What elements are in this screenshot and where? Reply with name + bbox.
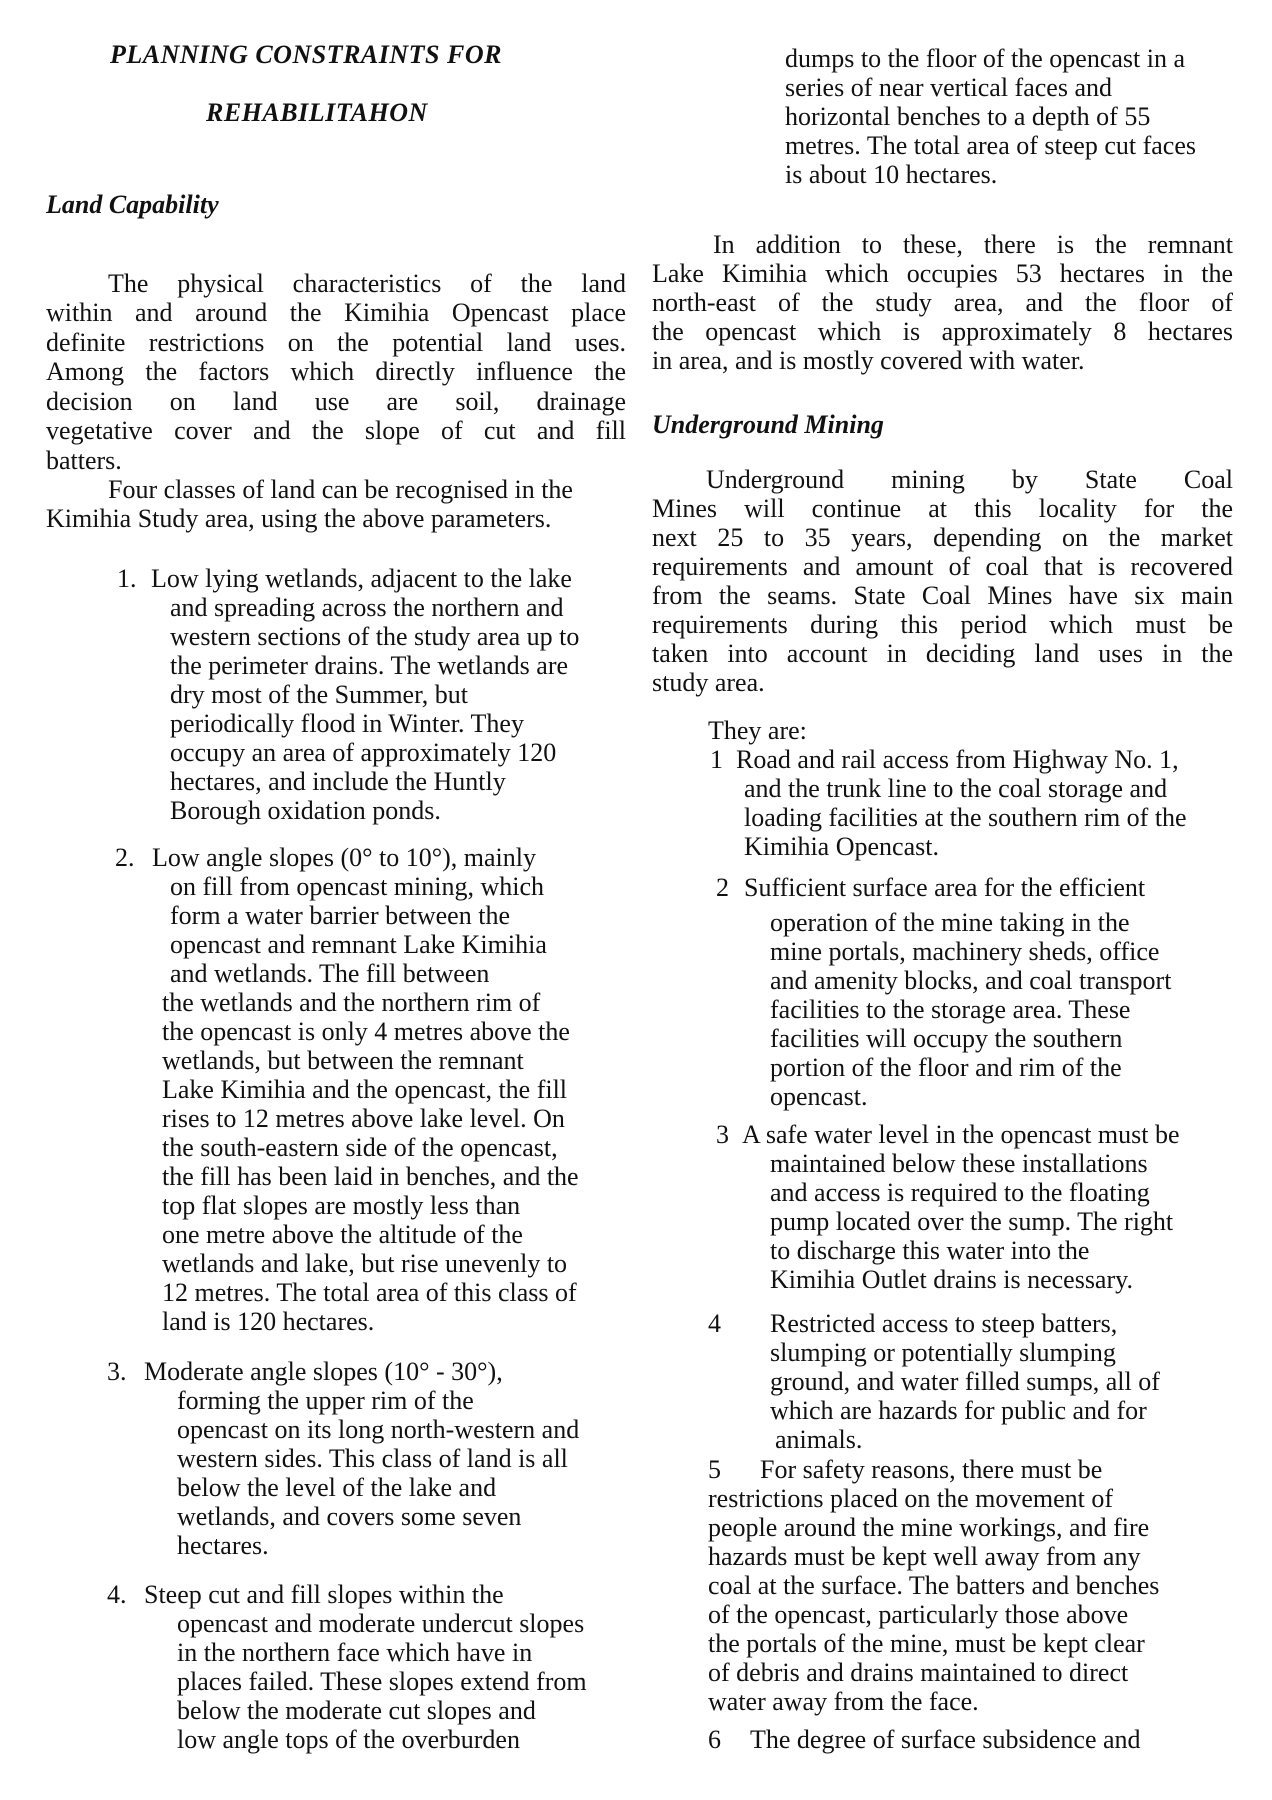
paragraph-line: study area. [652,668,765,697]
list-line: top flat slopes are mostly less than [162,1191,521,1220]
list-line: opencast and moderate undercut slopes [177,1609,585,1638]
paragraph-line: in area, and is mostly covered with water. [652,346,1085,375]
paragraph-line: Underground mining by State Coal [706,465,1233,494]
they-are-label: They are: [708,716,807,745]
list-line: pump located over the sump. The right [770,1207,1174,1236]
list-line: wetlands and lake, but rise unevenly to [162,1249,568,1278]
list-line: periodically flood in Winter. They [170,709,524,738]
list-line: form a water barrier between the [170,901,510,930]
list-line: hazards must be kept well away from any [708,1542,1141,1571]
list-line: coal at the surface. The batters and benches [708,1571,1160,1600]
list-line: 12 metres. The total area of this class of [162,1278,577,1307]
list-line: and spreading across the northern and [170,593,564,622]
list-line: the fill has been laid in benches, and the [162,1162,579,1191]
paragraph-line: taken into account in deciding land uses in the [652,639,1233,668]
list-line: facilities will occupy the southern [770,1024,1123,1053]
list-line: loading facilities at the southern rim of the [744,803,1187,832]
list-number: 3 [716,1120,729,1149]
paragraph-line: metres. The total area of steep cut faces [785,131,1196,160]
paragraph-line: requirements during this period which must be [652,610,1233,639]
list-line: hectares, and include the Huntly [170,767,506,796]
list-line: below the level of the lake and [177,1473,497,1502]
document-title-line-2: REHABILITAHON [206,98,428,127]
paragraph-line: The physical characteristics of the land [108,269,626,298]
paragraph-line: vegetative cover and the slope of cut and fill [46,416,626,445]
list-line: the portals of the mine, must be kept clear [708,1629,1145,1658]
section-heading-land-capability: Land Capability [46,190,219,219]
list-line: and wetlands. The fill between [170,959,490,988]
list-line: Steep cut and fill slopes within the [144,1580,504,1609]
list-line: water away from the face. [708,1687,979,1716]
paragraph-line: Lake Kimihia which occupies 53 hectares in the [652,259,1233,288]
list-line: in the northern face which have in [177,1638,533,1667]
list-line: portion of the floor and rim of the [770,1053,1122,1082]
list-line: Restricted access to steep batters, [770,1309,1118,1338]
list-line: The degree of surface subsidence and [750,1725,1141,1754]
list-line: opencast and remnant Lake Kimihia [170,930,547,959]
list-line: wetlands, and covers some seven [177,1502,522,1531]
list-line: Lake Kimihia and the opencast, the fill [162,1075,568,1104]
list-line: Road and rail access from Highway No. 1, [736,745,1179,774]
list-line: operation of the mine taking in the [770,908,1130,937]
list-line: and access is required to the floating [770,1178,1150,1207]
list-line: Sufficient surface area for the efficient [744,873,1146,902]
paragraph-line: In addition to these, there is the remnant [713,230,1233,259]
paragraph-line: Four classes of land can be recognised in the [108,475,573,504]
list-line: Kimihia Opencast. [744,832,939,861]
list-line: low angle tops of the overburden [177,1725,520,1754]
list-line: and the trunk line to the coal storage and [744,774,1168,803]
list-line: of debris and drains maintained to direct [708,1658,1129,1687]
paragraph-line: series of near vertical faces and [785,73,1112,102]
list-line: Kimihia Outlet drains is necessary. [770,1265,1133,1294]
paragraph-line: horizontal benches to a depth of 55 [785,102,1151,131]
list-number: 1. [117,564,137,593]
list-number: 4. [107,1580,127,1609]
paragraph-line: Among the factors which directly influence the [46,357,626,386]
list-line: facilities to the storage area. These [770,995,1131,1024]
paragraph-line: Kimihia Study area, using the above parameters. [46,504,552,533]
list-line: places failed. These slopes extend from [177,1667,587,1696]
list-number: 2. [115,843,135,872]
list-number: 3. [107,1357,127,1386]
list-line: slumping or potentially slumping [770,1338,1116,1367]
list-line: mine portals, machinery sheds, office [770,937,1160,966]
paragraph-line: requirements and amount of coal that is recovered [652,552,1233,581]
list-line: restrictions placed on the movement of [708,1484,1114,1513]
list-line: occupy an area of approximately 120 [170,738,557,767]
list-line: dry most of the Summer, but [170,680,468,709]
list-line: rises to 12 metres above lake level. On [162,1104,565,1133]
section-heading-underground-mining: Underground Mining [652,410,884,439]
list-line: western sides. This class of land is all [177,1444,568,1473]
list-number: 1 [710,745,723,774]
list-line: the wetlands and the northern rim of [162,988,541,1017]
list-line: hectares. [177,1531,269,1560]
paragraph-line: definite restrictions on the potential land uses. [46,328,626,357]
list-line: below the moderate cut slopes and [177,1696,536,1725]
paragraph-line: next 25 to 35 years, depending on the market [652,523,1233,552]
paragraph-line: north-east of the study area, and the floor of [652,288,1233,317]
list-line: and amenity blocks, and coal transport [770,966,1172,995]
list-line: the south-eastern side of the opencast, [162,1133,558,1162]
list-line: Low lying wetlands, adjacent to the lake [151,564,572,593]
list-line: A safe water level in the opencast must be [742,1120,1180,1149]
document-title-line-1: PLANNING CONSTRAINTS FOR [110,40,502,69]
list-line: on fill from opencast mining, which [170,872,545,901]
list-line: For safety reasons, there must be [760,1455,1103,1484]
list-line: one metre above the altitude of the [162,1220,523,1249]
list-line: land is 120 hectares. [162,1307,375,1336]
list-line: Moderate angle slopes (10° - 30°), [144,1357,503,1386]
paragraph-line: Mines will continue at this locality for the [652,494,1233,523]
list-line: people around the mine workings, and fire [708,1513,1150,1542]
list-line: the opencast is only 4 metres above the [162,1017,570,1046]
list-line: to discharge this water into the [770,1236,1090,1265]
list-line: of the opencast, particularly those above [708,1600,1129,1629]
paragraph-line: the opencast which is approximately 8 hectares [652,317,1233,346]
list-line: which are hazards for public and for [770,1396,1147,1425]
paragraph-line: dumps to the floor of the opencast in a [785,44,1186,73]
list-number: 4 [708,1309,721,1338]
list-number: 6 [708,1725,721,1754]
list-line: Borough oxidation ponds. [170,796,441,825]
paragraph-line: batters. [46,446,122,475]
list-line: opencast on its long north-western and [177,1415,580,1444]
list-line: maintained below these installations [770,1149,1148,1178]
list-line: Low angle slopes (0° to 10°), mainly [152,843,537,872]
list-line: animals. [775,1425,863,1454]
list-number: 5 [708,1455,721,1484]
list-number: 2 [716,873,729,902]
paragraph-line: from the seams. State Coal Mines have six main [652,581,1233,610]
list-line: forming the upper rim of the [177,1386,474,1415]
list-line: western sections of the study area up to [170,622,580,651]
list-line: wetlands, but between the remnant [162,1046,524,1075]
list-line: ground, and water filled sumps, all of [770,1367,1160,1396]
paragraph-line: within and around the Kimihia Opencast place [46,298,626,327]
list-line: the perimeter drains. The wetlands are [170,651,569,680]
list-line: opencast. [770,1082,868,1111]
paragraph-line: decision on land use are soil, drainage [46,387,626,416]
paragraph-line: is about 10 hectares. [785,160,998,189]
